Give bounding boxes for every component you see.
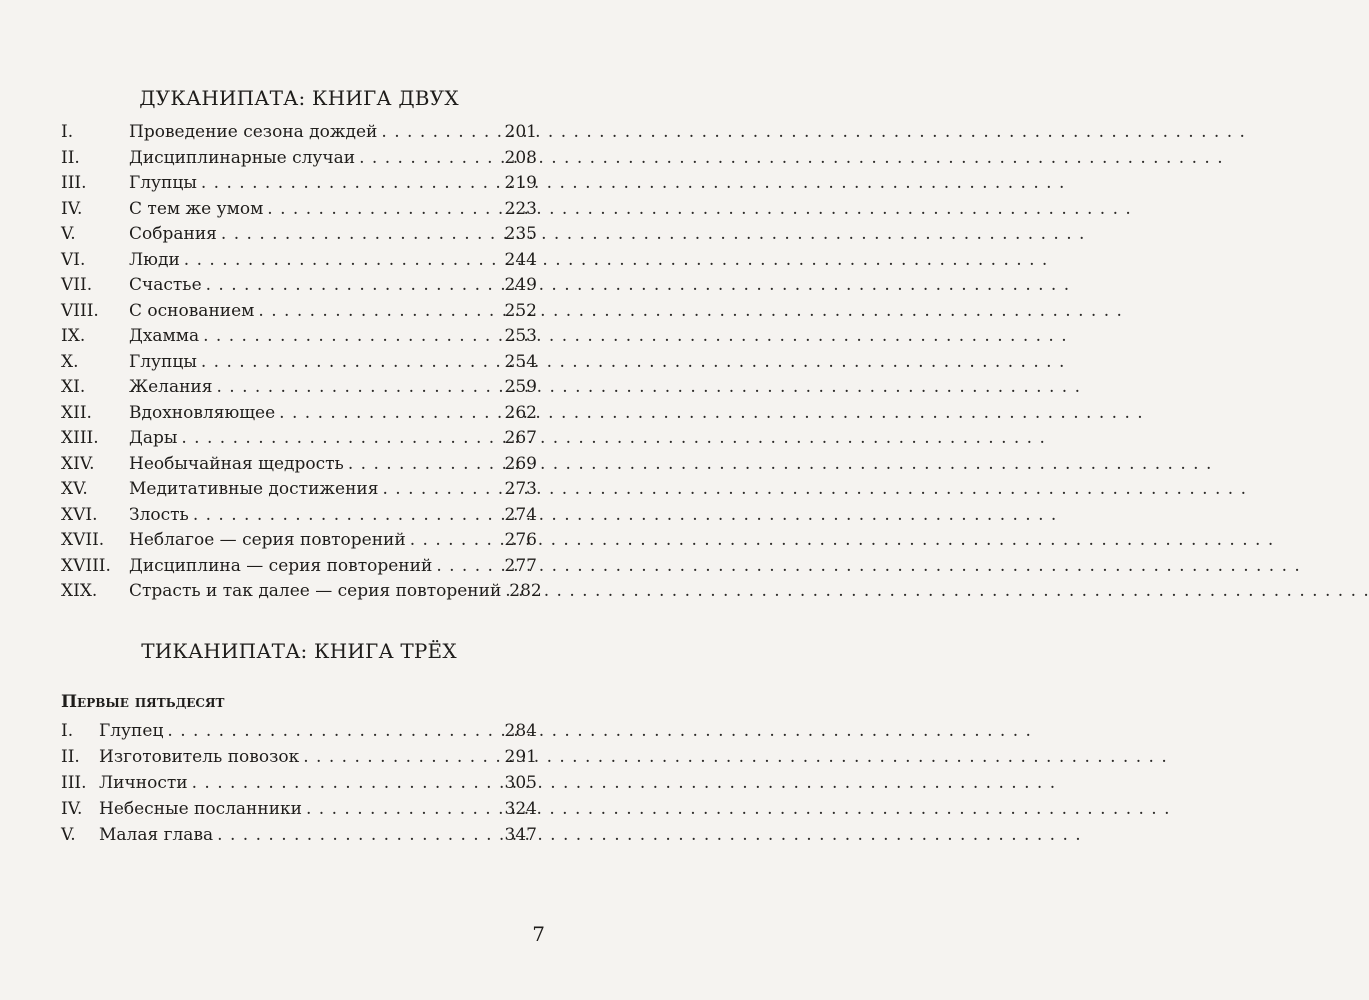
chapter-number: XII. [61,402,92,423]
chapter-number: I. [61,721,74,741]
chapter-number: II. [61,147,80,168]
chapter-title: Вдохновляющее [129,402,276,423]
chapter-page: 267 [504,428,537,448]
dot-leader [263,197,504,223]
toc-entry [61,171,537,197]
toc-entry [61,324,537,350]
chapter-page: 259 [504,377,537,397]
book-page [0,0,598,1000]
dot-leader [177,426,504,452]
dot-leader [302,796,505,822]
dot-leader [377,120,504,146]
toc-entry [61,375,537,401]
toc-list-tikanipata [61,718,537,848]
chapter-number: XVI. [61,504,98,525]
chapter-title: Злость [129,504,189,525]
chapter-page: 253 [504,326,537,346]
chapter-page: 277 [504,555,537,576]
dot-leader [355,146,504,172]
chapter-page: 223 [504,198,537,219]
chapter-page: 273 [504,479,537,499]
dot-leader [202,273,505,299]
chapter-title: Глупцы [129,351,197,372]
chapter-number: VI. [61,249,86,270]
toc-entry [61,554,537,580]
toc-entry [61,273,537,299]
page-number: 7 [532,922,545,946]
chapter-title: Медитативные достижения [129,479,379,499]
dot-leader [213,822,504,848]
chapter-number: XVII. [61,530,105,550]
chapter-number: III. [61,173,87,193]
chapter-title: Собрания [129,224,217,244]
chapter-page: 262 [504,402,537,423]
chapter-page: 291 [504,747,537,767]
chapter-title: С тем же умом [129,198,264,219]
chapter-title: Глупец [99,721,164,741]
dot-leader [344,452,505,478]
dot-leader [188,770,505,796]
chapter-number: XIV. [61,453,95,474]
dot-leader [180,248,505,274]
dot-leader [212,375,504,401]
chapter-number: XVIII. [61,555,111,576]
chapter-number: IV. [61,799,83,819]
chapter-title: Необычайная щедрость [129,453,344,474]
chapter-page: 208 [504,147,537,168]
dot-leader [432,554,504,580]
chapter-page: 269 [504,453,537,474]
section-title-tikanipata: ТИКАНИПАТА: КНИГА ТРЁХ [141,639,457,663]
chapter-number: XIII. [61,428,99,448]
chapter-page: 305 [504,773,537,793]
chapter-number: III. [61,773,87,793]
chapter-page: 324 [504,799,537,819]
chapter-title: Дхамма [129,326,200,346]
toc-entry [61,222,537,248]
chapter-title: Неблагое — серия повторений [129,530,406,550]
chapter-title: Дисциплинарные случаи [129,147,356,168]
toc-list-dukanipata [61,120,542,605]
toc-entry [61,528,537,554]
chapter-page: 252 [504,300,537,321]
toc-entry [61,248,537,274]
toc-entry [61,477,537,503]
toc-entry [61,503,537,529]
toc-entry [61,770,537,796]
chapter-page: 284 [504,721,537,741]
chapter-title: Страсть и так далее — серия повторений [129,581,502,601]
chapter-number: VIII. [61,300,99,321]
chapter-title: Глупцы [129,173,197,193]
chapter-title: Проведение сезона дождей [129,122,378,142]
chapter-title: Малая глава [99,825,214,845]
dot-leader [197,171,505,197]
chapter-title: Желания [129,377,213,397]
toc-entry [61,401,537,427]
dot-leader [254,299,504,325]
chapter-number: V. [61,825,76,845]
toc-entry [61,120,537,146]
chapter-number: X. [61,351,79,372]
dot-leader [406,528,505,554]
chapter-title: Личности [99,773,188,793]
dot-leader [199,324,504,350]
chapter-title: С основанием [129,300,255,321]
chapter-page: 282 [509,581,542,601]
chapter-number: XIX. [61,581,98,601]
toc-entry [61,146,537,172]
chapter-number: VII. [61,275,93,295]
dot-leader [275,401,504,427]
toc-entry [61,822,537,848]
chapter-page: 201 [504,122,537,142]
toc-entry [61,350,537,376]
toc-entry [61,426,537,452]
chapter-number: II. [61,747,80,767]
dot-leader [189,503,505,529]
chapter-page: 219 [504,173,537,193]
toc-entry [61,197,537,223]
toc-entry [61,796,537,822]
toc-entry [61,299,537,325]
chapter-page: 347 [504,825,537,845]
chapter-number: IV. [61,198,83,219]
dot-leader [299,744,504,770]
toc-entry [61,718,537,744]
chapter-title: Небесные посланники [99,799,302,819]
chapter-title: Люди [129,249,180,270]
toc-entry [61,579,542,605]
dot-leader [197,350,505,376]
chapter-number: XI. [61,377,86,397]
dot-leader [378,477,504,503]
chapter-page: 244 [504,249,537,270]
chapter-page: 254 [504,351,537,372]
subsection-heading: Первые пятьдесят [61,692,225,712]
dot-leader [501,579,509,605]
dot-leader [217,222,505,248]
chapter-title: Дисциплина — серия повторений [129,555,433,576]
chapter-number: I. [61,122,74,142]
chapter-page: 249 [504,275,537,295]
chapter-page: 274 [504,504,537,525]
dot-leader [163,718,504,744]
chapter-number: IX. [61,326,86,346]
chapter-title: Изготовитель повозок [99,747,300,767]
toc-entry [61,452,537,478]
chapter-number: XV. [61,479,88,499]
section-title-dukanipata: ДУКАНИПАТА: КНИГА ДВУХ [139,86,459,110]
chapter-page: 235 [504,224,537,244]
chapter-number: V. [61,224,76,244]
chapter-page: 276 [504,530,537,550]
chapter-title: Дары [129,428,178,448]
chapter-title: Счастье [129,275,202,295]
toc-entry [61,744,537,770]
